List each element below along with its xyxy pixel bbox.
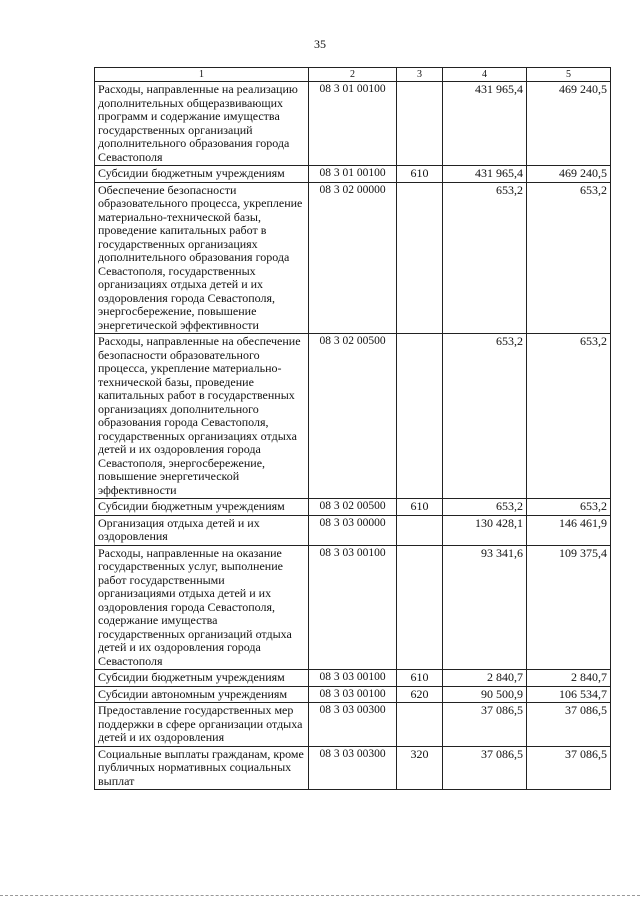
header-col-4: 4 bbox=[443, 68, 527, 82]
table-row bbox=[95, 182, 611, 334]
row-value-2: 653,2 bbox=[527, 334, 611, 499]
row-type bbox=[397, 703, 443, 747]
row-code: 08 3 03 00000 bbox=[309, 515, 397, 545]
row-name: Предоставление государственных мер поддержки в сфере организации отдыха детей и их оздоровления bbox=[95, 703, 309, 747]
row-value-2: 146 461,9 bbox=[527, 515, 611, 545]
row-value-2: 469 240,5 bbox=[527, 166, 611, 183]
row-code: 08 3 03 00100 bbox=[309, 686, 397, 703]
row-name: Субсидии бюджетным учреждениям bbox=[95, 166, 309, 183]
header-col-3: 3 bbox=[397, 68, 443, 82]
row-type: 610 bbox=[397, 499, 443, 516]
row-value-1: 653,2 bbox=[443, 499, 527, 516]
row-value-1: 431 965,4 bbox=[443, 82, 527, 166]
row-value-1: 130 428,1 bbox=[443, 515, 527, 545]
row-name: Расходы, направленные на реализацию дополнительных общеразвивающих программ и содержание имущества государственных организаций дополнительного образования города Севастополя bbox=[95, 82, 309, 166]
row-code: 08 3 01 00100 bbox=[309, 166, 397, 183]
row-type bbox=[397, 515, 443, 545]
row-value-2: 653,2 bbox=[527, 499, 611, 516]
row-name: Субсидии бюджетным учреждениям bbox=[95, 499, 309, 516]
row-type bbox=[397, 545, 443, 670]
row-value-2: 469 240,5 bbox=[527, 82, 611, 166]
row-value-2: 106 534,7 bbox=[527, 686, 611, 703]
row-type: 620 bbox=[397, 686, 443, 703]
row-name: Субсидии бюджетным учреждениям bbox=[95, 670, 309, 687]
row-code: 08 3 02 00000 bbox=[309, 182, 397, 334]
row-code: 08 3 03 00100 bbox=[309, 670, 397, 687]
row-code: 08 3 03 00100 bbox=[309, 545, 397, 670]
header-col-1: 1 bbox=[95, 68, 309, 82]
table-row bbox=[95, 746, 611, 790]
row-name: Расходы, направленные на обеспечение безопасности образовательного процесса, укрепление материально-технической базы, проведение капитальных работ в государственных организациях дополнительного образования города Севастополя, государственных организациях отдыха детей и их оздоровления города Севастополя, энергосбережение, повышение энергетической эффективности bbox=[95, 334, 309, 499]
row-value-1: 37 086,5 bbox=[443, 703, 527, 747]
row-type bbox=[397, 82, 443, 166]
row-code: 08 3 03 00300 bbox=[309, 746, 397, 790]
row-type: 320 bbox=[397, 746, 443, 790]
row-value-1: 90 500,9 bbox=[443, 686, 527, 703]
row-value-1: 93 341,6 bbox=[443, 545, 527, 670]
table-row bbox=[95, 670, 611, 687]
row-value-1: 2 840,7 bbox=[443, 670, 527, 687]
header-row bbox=[95, 68, 611, 82]
row-type bbox=[397, 334, 443, 499]
row-value-2: 37 086,5 bbox=[527, 746, 611, 790]
header-col-5: 5 bbox=[527, 68, 611, 82]
table-row bbox=[95, 82, 611, 166]
header-col-2: 2 bbox=[309, 68, 397, 82]
row-value-1: 653,2 bbox=[443, 182, 527, 334]
table-row bbox=[95, 499, 611, 516]
row-type: 610 bbox=[397, 670, 443, 687]
row-name: Обеспечение безопасности образовательного процесса, укрепление материально-технической базы, проведение капитальных работ в государственных организациях дополнительного образования города Севастополя, государственных организациях отдыха детей и их оздоровления города Севастополя, энергосбережение, повышение энергетической эффективности bbox=[95, 182, 309, 334]
row-type bbox=[397, 182, 443, 334]
page-number: 35 bbox=[314, 37, 326, 51]
table-row bbox=[95, 686, 611, 703]
table-row bbox=[95, 545, 611, 670]
row-value-2: 2 840,7 bbox=[527, 670, 611, 687]
row-name: Организация отдыха детей и их оздоровления bbox=[95, 515, 309, 545]
row-name: Социальные выплаты гражданам, кроме публичных нормативных социальных выплат bbox=[95, 746, 309, 790]
row-value-2: 109 375,4 bbox=[527, 545, 611, 670]
table-row bbox=[95, 166, 611, 183]
table-row bbox=[95, 515, 611, 545]
budget-table bbox=[94, 67, 611, 790]
row-name: Расходы, направленные на оказание государственных услуг, выполнение работ государственными организациями отдыха детей и их оздоровления города Севастополя, содержание имущества государственных организаций отдыха детей и их оздоровления города Севастополя bbox=[95, 545, 309, 670]
row-value-2: 37 086,5 bbox=[527, 703, 611, 747]
table-row bbox=[95, 703, 611, 747]
row-value-2: 653,2 bbox=[527, 182, 611, 334]
row-name: Субсидии автономным учреждениям bbox=[95, 686, 309, 703]
table-row bbox=[95, 334, 611, 499]
row-code: 08 3 02 00500 bbox=[309, 334, 397, 499]
row-code: 08 3 02 00500 bbox=[309, 499, 397, 516]
row-code: 08 3 01 00100 bbox=[309, 82, 397, 166]
row-value-1: 653,2 bbox=[443, 334, 527, 499]
page-bottom-rule bbox=[0, 895, 640, 897]
row-type: 610 bbox=[397, 166, 443, 183]
row-code: 08 3 03 00300 bbox=[309, 703, 397, 747]
row-value-1: 431 965,4 bbox=[443, 166, 527, 183]
row-value-1: 37 086,5 bbox=[443, 746, 527, 790]
